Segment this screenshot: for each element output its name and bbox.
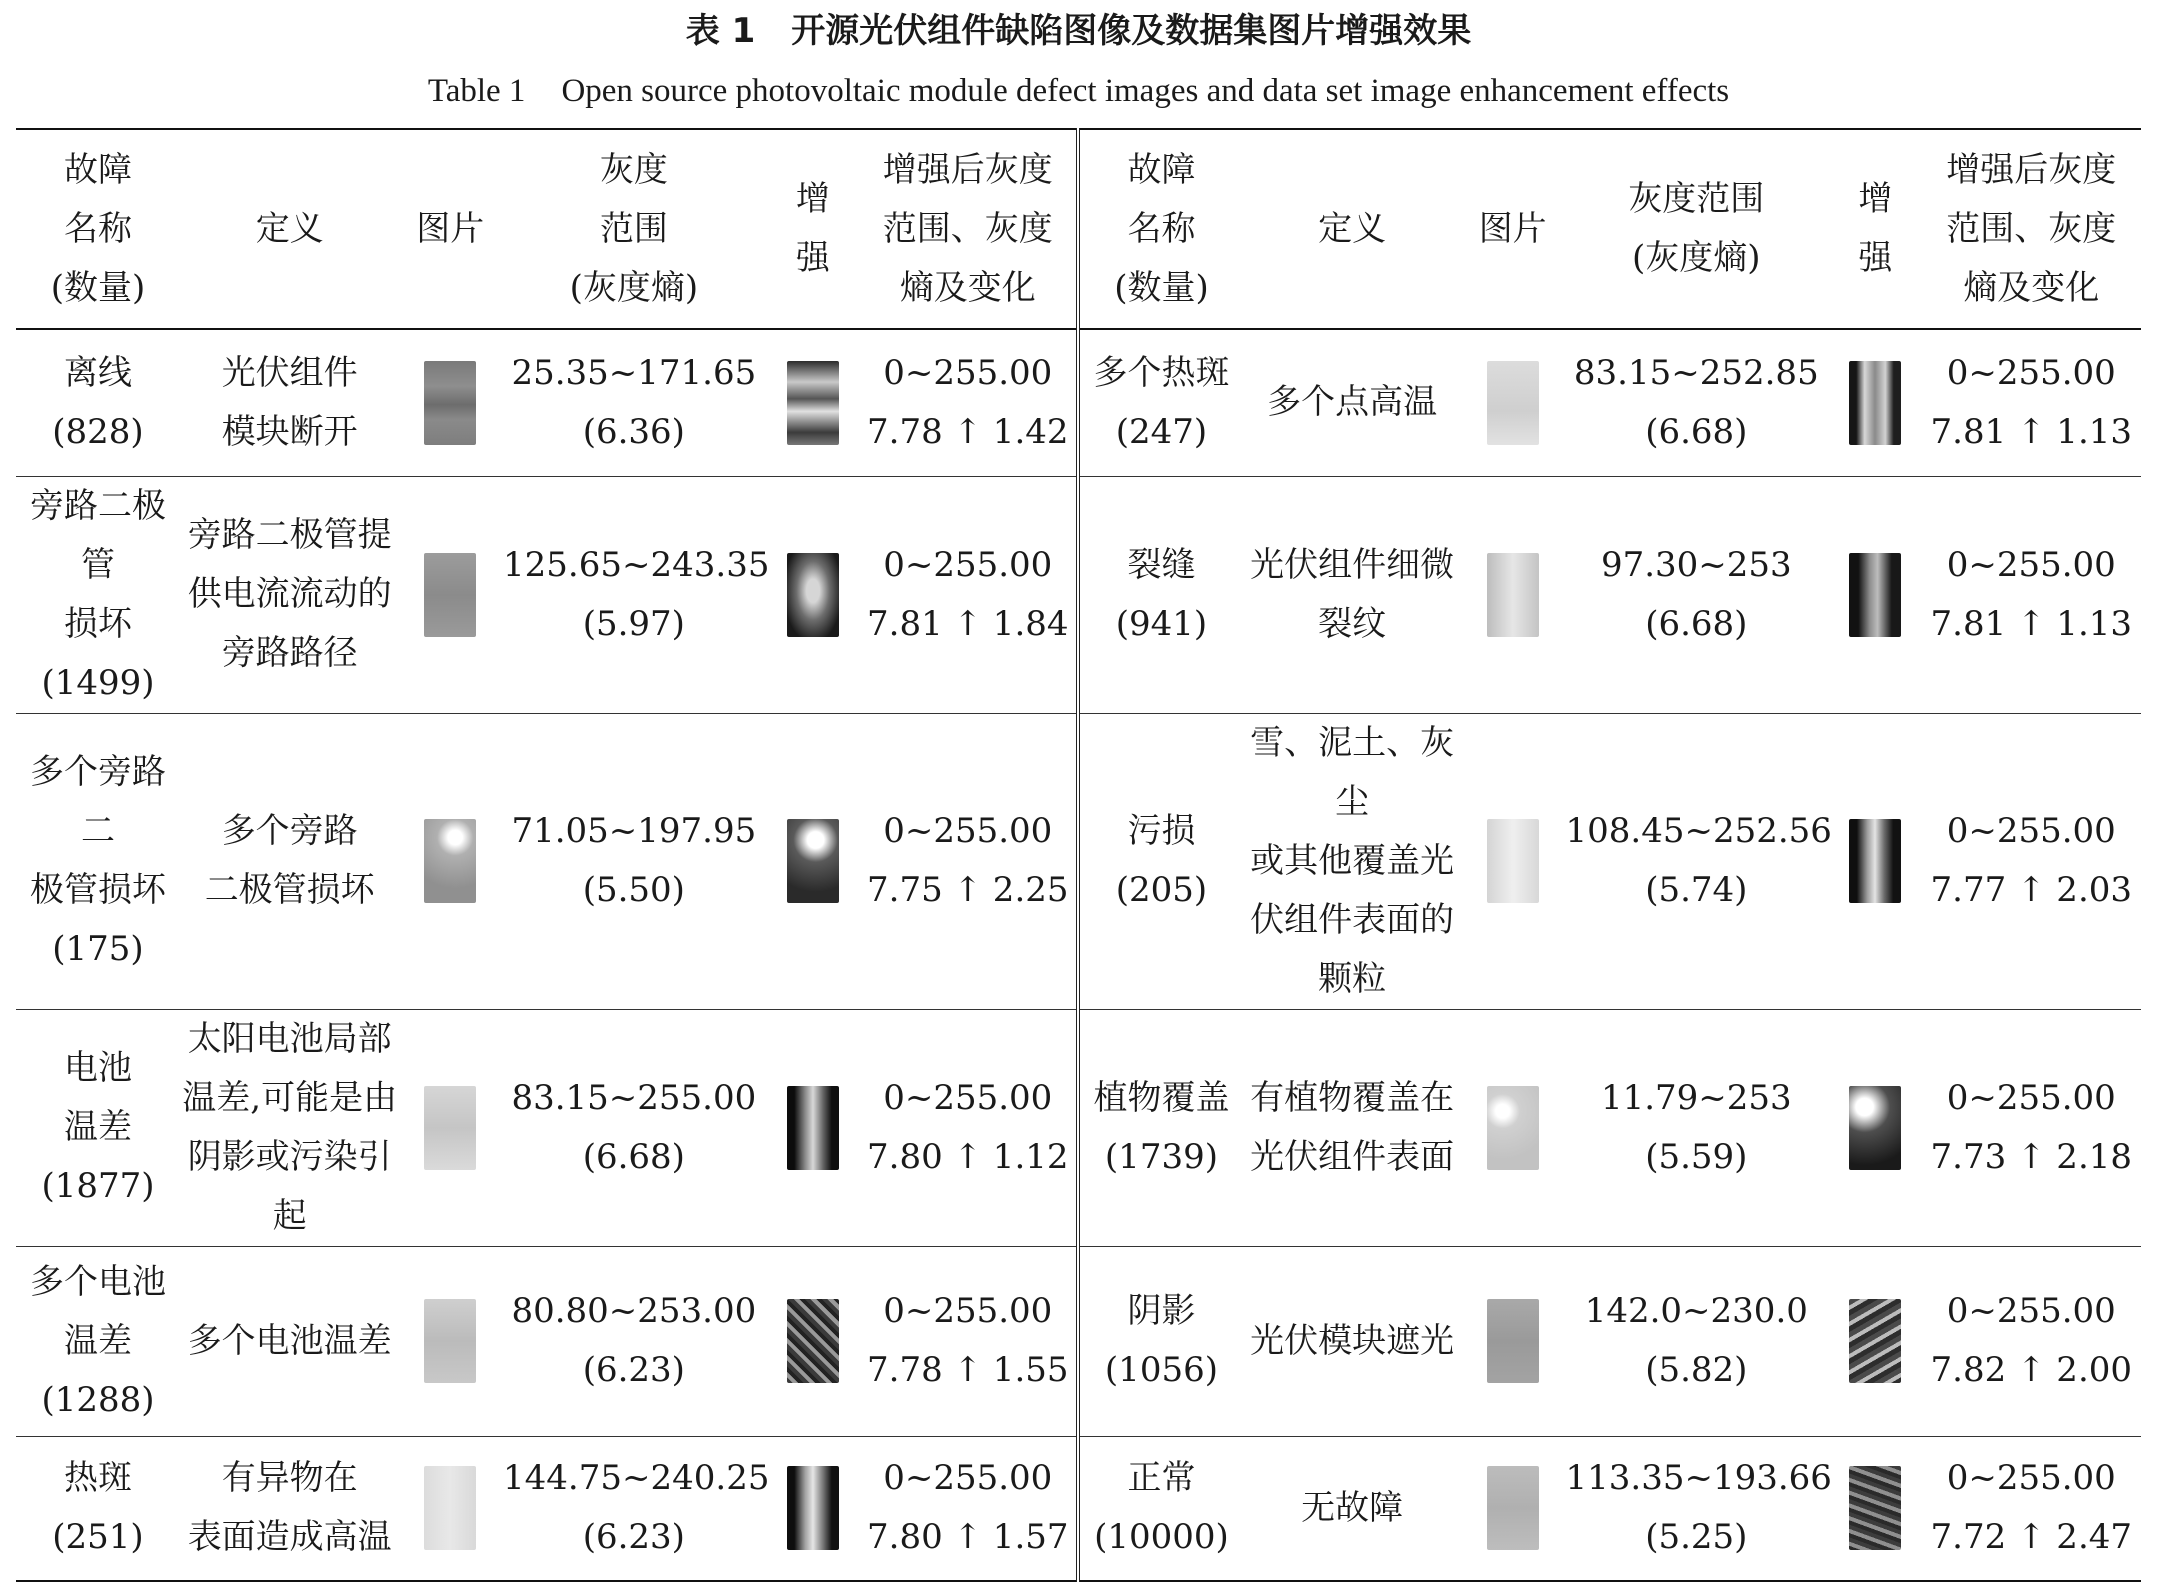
enhanced-image [1829,476,1921,713]
enhanced-image [767,476,859,713]
header-image-left: 图片 [399,129,501,329]
enhanced-image [767,1009,859,1246]
fault-definition: 光伏模块遮光 [1242,1246,1461,1436]
gray-range: 125.65~243.35 (5.97) [501,476,767,713]
table-row [16,713,2141,1009]
fault-name: 阴影 (1056) [1078,1246,1242,1436]
header-definition-left: 定义 [180,129,399,329]
enhanced-range: 0~255.00 7.78 ↑ 1.42 [859,329,1078,476]
original-image [399,713,501,1009]
fault-name: 离线 (828) [16,329,180,476]
gray-range: 113.35~193.66 (5.25) [1565,1458,1832,1558]
gray-range: 83.15~255.00 (6.68) [501,1009,767,1246]
table-title-zh [0,6,2157,56]
header-enhanced-left: 增 强 [767,129,859,329]
gray-range: 11.79~253 (5.59) [1564,1009,1830,1246]
header-range-left: 灰度 范围 (灰度熵) [501,129,767,329]
header-definition-right: 定义 [1242,129,1461,329]
table-number-en: Table 1 [427,73,526,109]
enhanced-thermal-image [1849,1086,1901,1170]
fault-definition: 旁路二极管提 供电流流动的 旁路路径 [180,476,399,713]
fault-name: 植物覆盖 (1739) [1078,1009,1242,1246]
enhanced-thermal-image [1849,1299,1901,1383]
enhanced-image [1829,329,1921,476]
enhanced-range: 0~255.00 7.77 ↑ 2.03 [1922,713,2141,1009]
thermal-image [424,553,476,637]
fault-name: 热斑 (251) [52,1458,144,1558]
enhanced-range: 0~255.00 7.81 ↑ 1.13 [1922,476,2141,713]
gray-range: 97.30~253 (6.68) [1564,476,1830,713]
enhanced-range: 0~255.00 7.73 ↑ 2.18 [1922,1009,2141,1246]
fault-name: 多个电池 温差 (1288) [16,1246,180,1436]
original-image [1462,329,1564,476]
gray-range: 83.15~252.85 (6.68) [1564,329,1830,476]
header-enhanced-right: 增 强 [1829,129,1921,329]
enhanced-thermal-image [787,1299,839,1383]
enhanced-range: 0~255.00 7.72 ↑ 2.47 [1930,1458,2133,1558]
thermal-image [424,1299,476,1383]
table-caption-en: Open source photovoltaic module defect images and data set image enhancement effects [561,73,1730,109]
enhanced-thermal-image [1849,819,1901,903]
enhanced-range: 0~255.00 7.80 ↑ 1.57 [859,1436,1078,1581]
fault-definition: 太阳电池局部 温差,可能是由 阴影或污染引起 [180,1009,399,1246]
gray-range: 108.45~252.56 (5.74) [1564,713,1830,1009]
header-row [16,129,2141,329]
original-image [1462,713,1564,1009]
gray-range: 71.05~197.95 (5.50) [501,713,767,1009]
header-name-left: 故障 名称 (数量) [16,129,180,329]
enhanced-thermal-image [1849,553,1901,637]
enhanced-range: 0~255.00 7.78 ↑ 1.55 [859,1246,1078,1436]
enhanced-thermal-image [787,1466,839,1550]
fault-definition: 多个旁路 二极管损坏 [180,713,399,1009]
header-name-right: 故障 名称 (数量) [1078,129,1242,329]
original-image [1462,1436,1564,1581]
fault-definition: 雪、泥土、灰尘 或其他覆盖光 伏组件表面的 颗粒 [1242,713,1461,1009]
enhanced-thermal-image [787,553,839,637]
thermal-image [424,361,476,445]
thermal-image [1487,819,1539,903]
table-row [16,1436,2141,1581]
enhanced-range: 0~255.00 7.81 ↑ 1.84 [859,476,1078,713]
enhanced-image [767,713,859,1009]
original-image [1462,1009,1564,1246]
table-caption-zh: 开源光伏组件缺陷图像及数据集图片增强效果 [791,11,1472,51]
fault-name: 裂缝 (941) [1078,476,1242,713]
fault-definition: 有植物覆盖在 光伏组件表面 [1242,1009,1461,1246]
header-after-left: 增强后灰度 范围、灰度 熵及变化 [859,129,1078,329]
fault-name: 多个旁路二 极管损坏 (175) [16,713,180,1009]
fault-definition: 光伏组件细微 裂纹 [1242,476,1461,713]
thermal-image [1487,553,1539,637]
gray-range: 25.35~171.65 (6.36) [501,329,767,476]
header-after-right: 增强后灰度 范围、灰度 熵及变化 [1922,129,2141,329]
original-image [1462,476,1564,713]
table-row [16,476,2141,713]
enhanced-range: 0~255.00 7.75 ↑ 2.25 [859,713,1078,1009]
enhanced-thermal-image [787,819,839,903]
original-image [399,476,501,713]
original-image [399,1246,501,1436]
header-range-right: 灰度范围 (灰度熵) [1564,129,1830,329]
gray-range: 80.80~253.00 (6.23) [501,1246,767,1436]
fault-definition: 有异物在 表面造成高温 [187,1458,392,1558]
fault-name: 旁路二极管 损坏(1499) [16,476,180,713]
enhanced-range: 0~255.00 7.82 ↑ 2.00 [1922,1246,2141,1436]
header-image-right: 图片 [1462,129,1564,329]
fault-definition: 多个电池温差 [180,1246,399,1436]
original-image [399,329,501,476]
thermal-image [1487,361,1539,445]
fault-name: 多个热斑 (247) [1078,329,1242,476]
table-row [16,329,2141,476]
enhanced-thermal-image [1849,361,1901,445]
fault-name: 电池 温差 (1877) [16,1009,180,1246]
enhanced-thermal-image [1849,1466,1901,1550]
thermal-image [1487,1466,1539,1550]
defect-table [16,128,2141,1582]
fault-definition: 多个点高温 [1242,329,1461,476]
thermal-image [1487,1086,1539,1170]
fault-name: 污损 (205) [1078,713,1242,1009]
original-image [399,1436,501,1581]
enhanced-image [767,1436,859,1581]
enhanced-image [1829,1246,1921,1436]
table-title-en [0,66,2157,116]
enhanced-image [1829,713,1921,1009]
fault-definition: 光伏组件 模块断开 [180,329,399,476]
thermal-image [424,1086,476,1170]
fault-definition: 无故障 [1301,1487,1404,1528]
gray-range: 144.75~240.25 (6.23) [503,1458,770,1558]
thermal-image [1487,1299,1539,1383]
enhanced-thermal-image [787,361,839,445]
original-image [399,1009,501,1246]
enhanced-range: 0~255.00 7.81 ↑ 1.13 [1922,329,2141,476]
original-image [1462,1246,1564,1436]
enhanced-image [1829,1009,1921,1246]
table-row [16,1009,2141,1246]
enhanced-thermal-image [787,1086,839,1170]
gray-range: 142.0~230.0 (5.82) [1564,1246,1830,1436]
fault-name: 正常 (10000) [1094,1458,1229,1558]
enhanced-range: 0~255.00 7.80 ↑ 1.12 [859,1009,1078,1246]
enhanced-image [767,1246,859,1436]
table-row [16,1246,2141,1436]
thermal-image [424,1466,476,1550]
enhanced-image [1829,1436,1921,1581]
enhanced-image [767,329,859,476]
table-number-zh: 表 1 [685,11,756,51]
thermal-image [424,819,476,903]
